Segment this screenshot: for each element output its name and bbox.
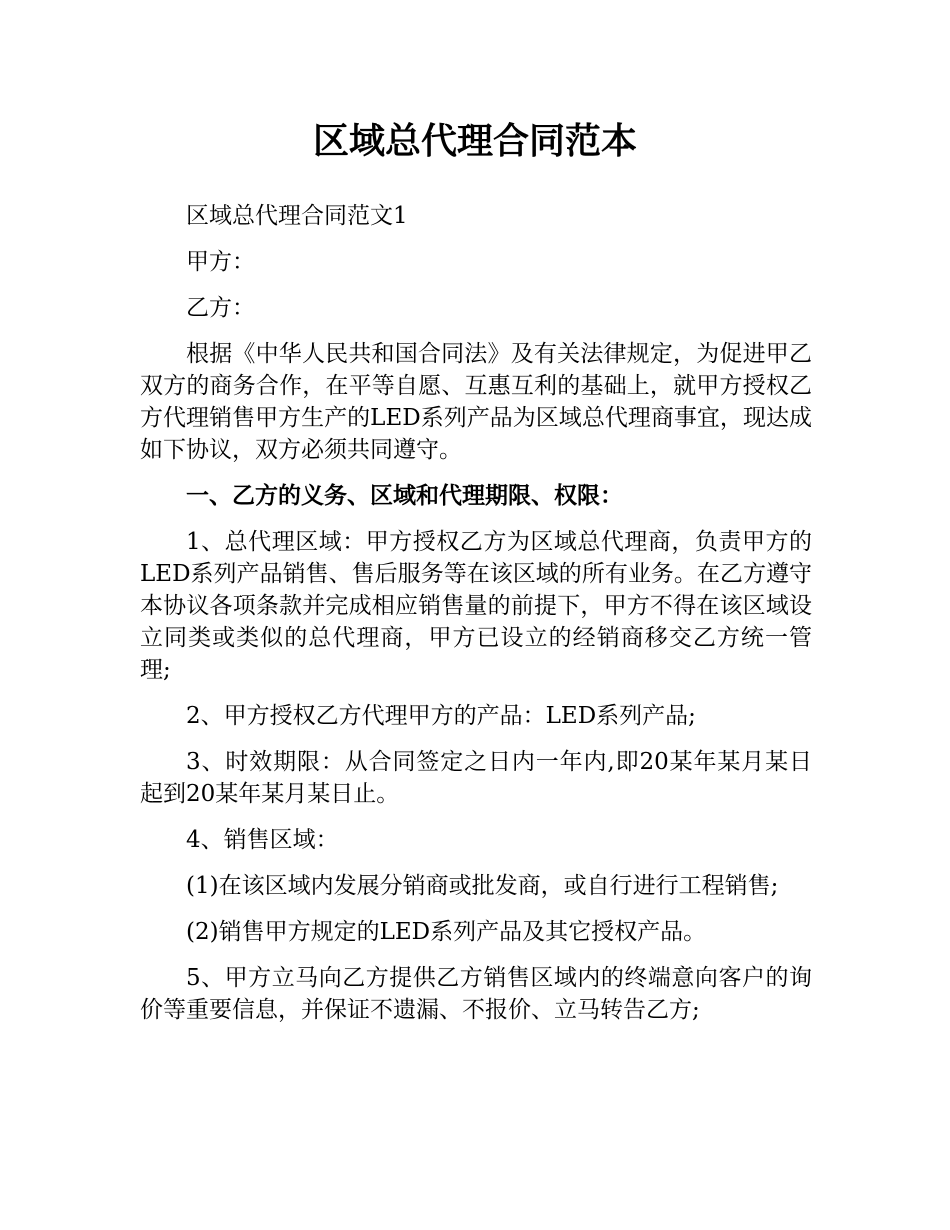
clause-1: 1、总代理区域：甲方授权乙方为区域总代理商，负责甲方的LED系列产品销售、售后服务等在该区域的所有业务。在乙方遵守本协议各项条款并完成相应销售量的前提下，甲方不得在该区域设立同类或类似的总代理商，甲方已设立的经销商移交乙方统一管理; <box>140 529 812 683</box>
document-title: 区域总代理合同范本 <box>312 121 637 162</box>
clause-3: 3、时效期限：从合同签定之日内一年内,即20某年某月某日起到20某年某月某日止。 <box>140 749 812 807</box>
clause-2: 2、甲方授权乙方代理甲方的产品：LED系列产品; <box>186 703 696 729</box>
clause-4-item-1: (1)在该区域内发展分销商或批发商，或自行进行工程销售; <box>186 873 779 899</box>
section-heading-1: 一、乙方的义务、区域和代理期限、权限： <box>186 483 623 509</box>
clause-5: 5、甲方立马向乙方提供乙方销售区域内的终端意向客户的询价等重要信息，并保证不遗漏、不报价、立马转告乙方; <box>140 965 812 1023</box>
paragraph-subtitle: 区域总代理合同范文1 <box>186 203 408 229</box>
paragraph-party-a: 甲方： <box>186 249 255 275</box>
paragraph-party-b: 乙方： <box>186 295 255 321</box>
paragraph-preamble: 根据《中华人民共和国合同法》及有关法律规定，为促进甲乙双方的商务合作，在平等自愿、互惠互利的基础上，就甲方授权乙方代理销售甲方生产的LED系列产品为区域总代理商事宜，现达成如下协议，双方必须共同遵守。 <box>140 341 812 463</box>
document-body <box>140 200 812 1040</box>
clause-4: 4、销售区域： <box>186 827 339 853</box>
clause-4-item-2: (2)销售甲方规定的LED系列产品及其它授权产品。 <box>186 919 707 945</box>
